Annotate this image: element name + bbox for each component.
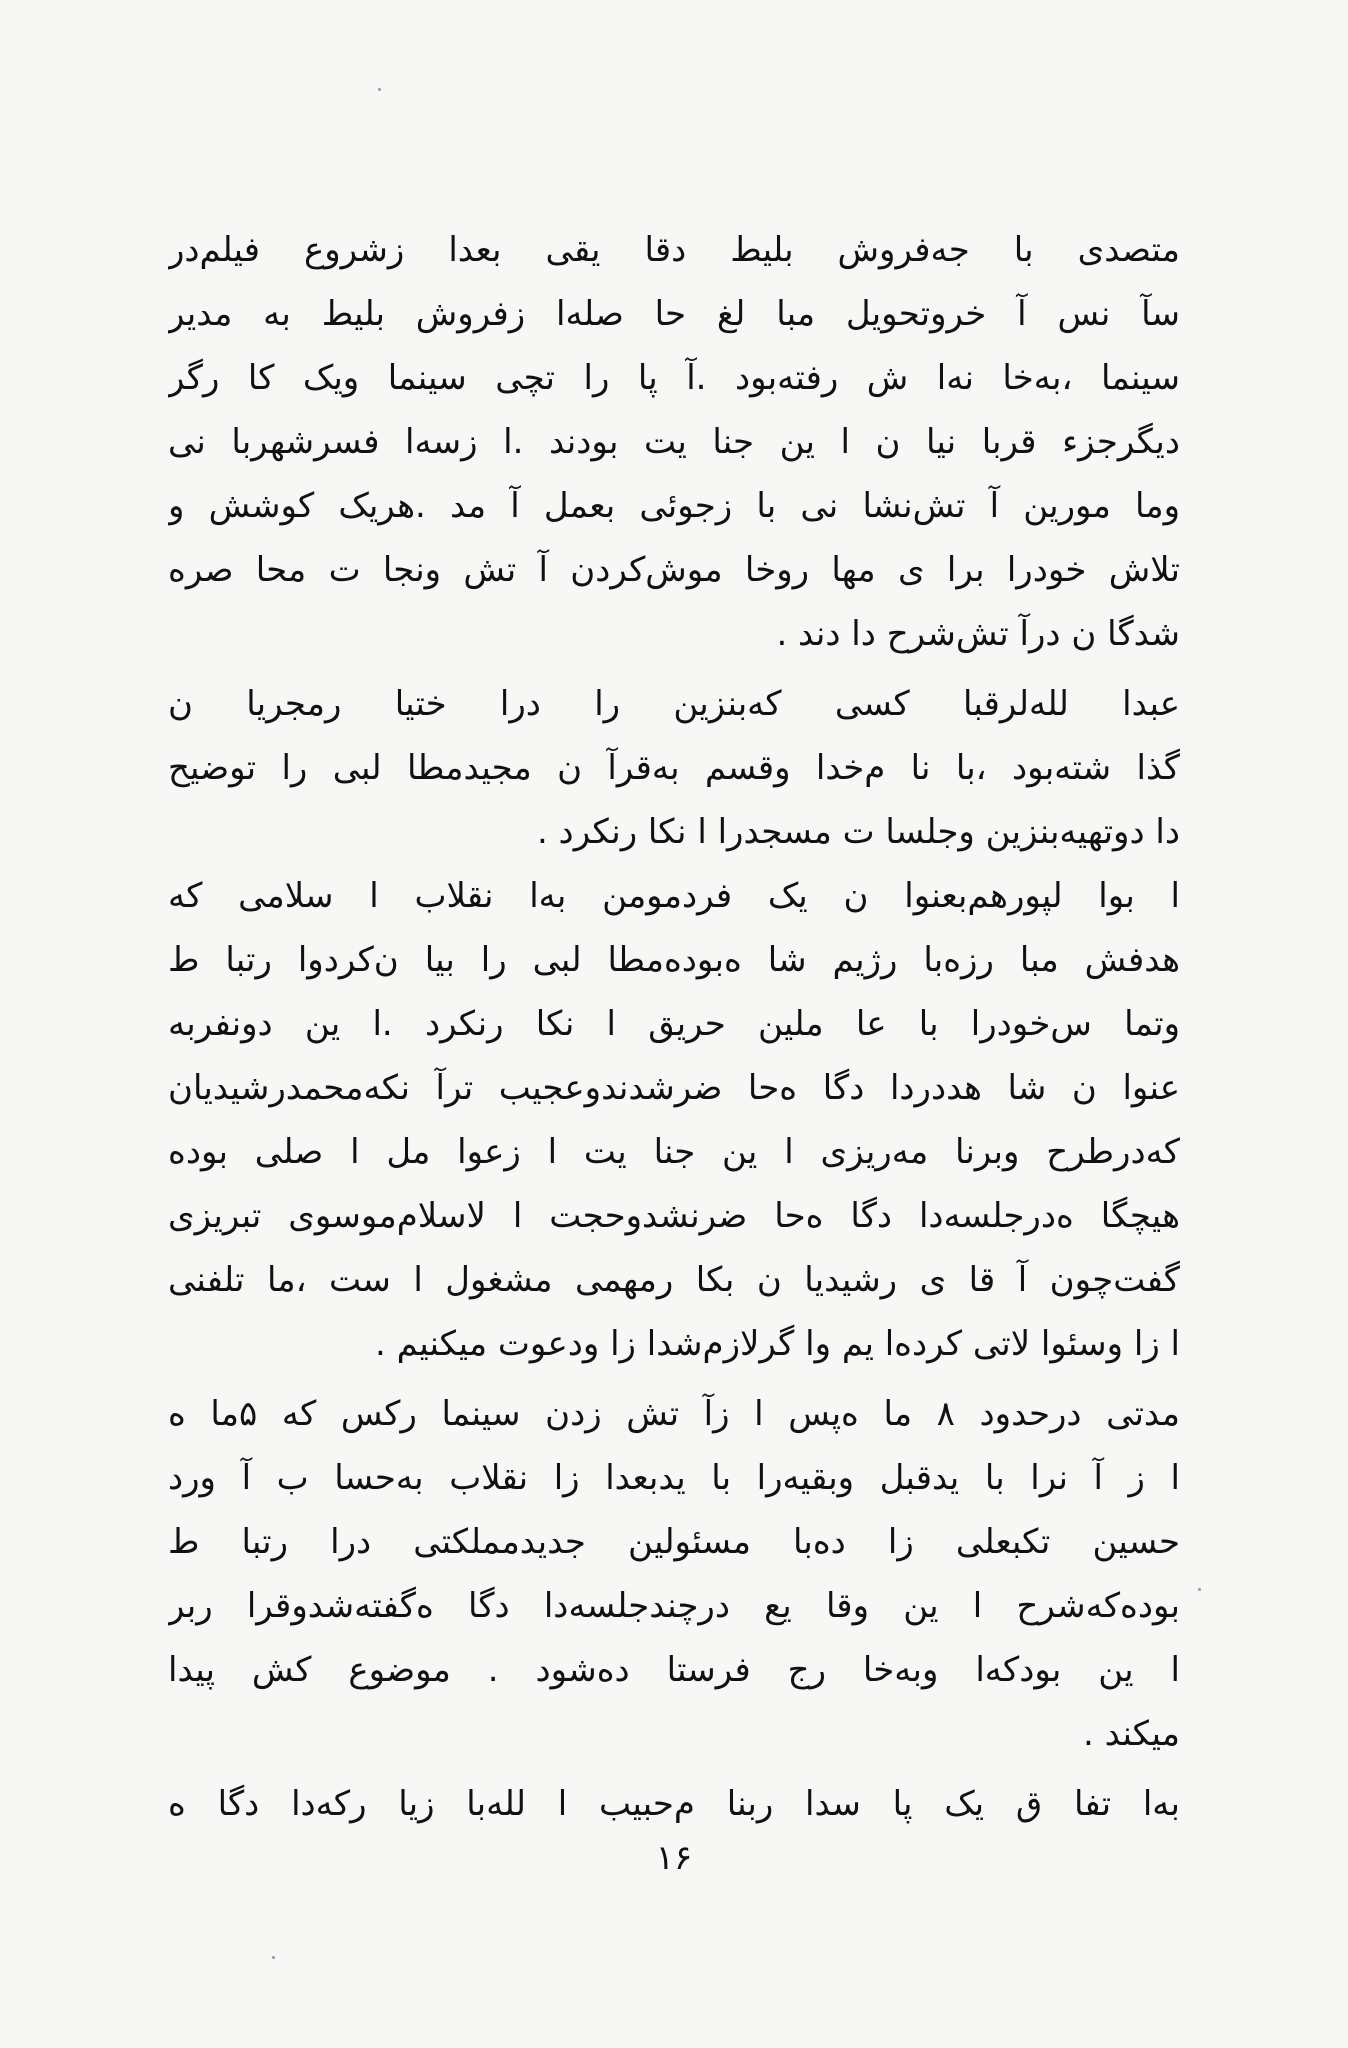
paragraph-2: [168, 672, 1180, 864]
text-line: متصدی با جه‌فروش بلیط دقا یقی بعدا زشروع فیلم‌در: [168, 230, 1180, 270]
text-line: که‌درطرح وبرنا مه‌ریزی ا ین جنا یت ا زعوا مل ا صلی بوده: [168, 1132, 1180, 1172]
text-line: مدتی درحدود ۸ ما ه‌پس ا زآ تش زدن سینما رکس که ۵ما ه: [168, 1394, 1180, 1434]
text-line: شدگا ن درآ تش‌شرح دا دند .: [776, 614, 1180, 654]
text-line: سآ نس آ خروتحویل مبا لغ حا صله‌ا زفروش بلیط به مدیر: [168, 294, 1180, 334]
text-line: هیچگا ه‌درجلسه‌دا دگا ه‌حا ضرنشدوحجت ا لاسلام‌موسوی تبریزی: [168, 1196, 1180, 1236]
text-line: هدفش مبا رزه‌با رژیم شا ه‌بوده‌مطا لبی را بیا ن‌کردوا رتبا ط: [168, 940, 1180, 980]
text-line: گذا شته‌بود ،با نا م‌خدا وقسم به‌قرآ ن مجیدمطا لبی را توضیح: [168, 748, 1180, 788]
paper-speck: [272, 1956, 275, 1959]
text-line: بوده‌که‌شرح ا ین وقا یع درچندجلسه‌دا دگا ه‌گفته‌شدوقرا ربر: [168, 1586, 1180, 1626]
text-line: میکند .: [1083, 1714, 1180, 1754]
paragraph-4: [168, 1382, 1180, 1766]
paper-speck: [378, 88, 381, 91]
body-text: [168, 218, 1180, 1836]
paragraph-3: [168, 864, 1180, 1376]
text-line: گفت‌چون آ قا ی رشیدیا ن بکا رمهمی مشغول ا ست ،ما تلفنی: [168, 1260, 1180, 1300]
text-line: دا دوتهیه‌بنزین وجلسا ت مسجدرا ا نکا رنکرد .: [536, 812, 1180, 852]
paragraph-1: [168, 218, 1180, 666]
text-line: ا زا وسئوا لاتی کرده‌ا یم وا گرلازم‌شدا زا ودعوت میکنیم .: [375, 1324, 1180, 1364]
text-line: حسین تکبعلی زا ده‌با مسئولین جدیدمملکتی درا رتبا ط: [168, 1522, 1180, 1562]
text-line: عنوا ن شا هددردا دگا ه‌حا ضرشدندوعجیب ترآ نکه‌محمدرشیدیان: [168, 1068, 1180, 1108]
text-line: وما مورین آ تش‌نشا نی با زجوئی بعمل آ مد .هریک کوشش و: [168, 486, 1180, 526]
text-line: ا بوا لپورهم‌بعنوا ن یک فردمومن به‌ا نقلاب ا سلامی که: [168, 876, 1180, 916]
page-number: ۱۶: [655, 1838, 693, 1878]
text-line: ا ز آ نرا با یدقبل وبقیه‌را با یدبعدا زا نقلاب به‌حسا ب آ ورد: [168, 1458, 1180, 1498]
paper-speck: [1198, 1588, 1201, 1591]
text-line: ا ین بودکه‌ا وبه‌خا رج فرستا ده‌شود . موضوع کش پیدا: [168, 1650, 1180, 1690]
text-line: به‌ا تفا ق یک پا سدا ربنا م‌حبیب ا لله‌با زیا رکه‌دا دگا ه: [168, 1784, 1180, 1824]
text-line: تلاش خودرا برا ی مها روخا موش‌کردن آ تش ونجا ت محا صره: [168, 550, 1180, 590]
text-line: سینما ،به‌خا نه‌ا ش رفته‌بود .آ پا را تچی سینما ویک کا رگر: [168, 358, 1180, 398]
text-line: وتما س‌خودرا با عا ملین حریق ا نکا رنکرد .ا ین دونفربه: [168, 1004, 1180, 1044]
paragraph-5: [168, 1772, 1180, 1836]
text-line: عبدا لله‌لرقبا کسی که‌بنزین را درا ختیا رمجریا ن: [168, 684, 1180, 724]
text-line: دیگرجزء قربا نیا ن ا ین جنا یت بودند .ا زسه‌ا فسرشهربا نی: [168, 422, 1180, 462]
